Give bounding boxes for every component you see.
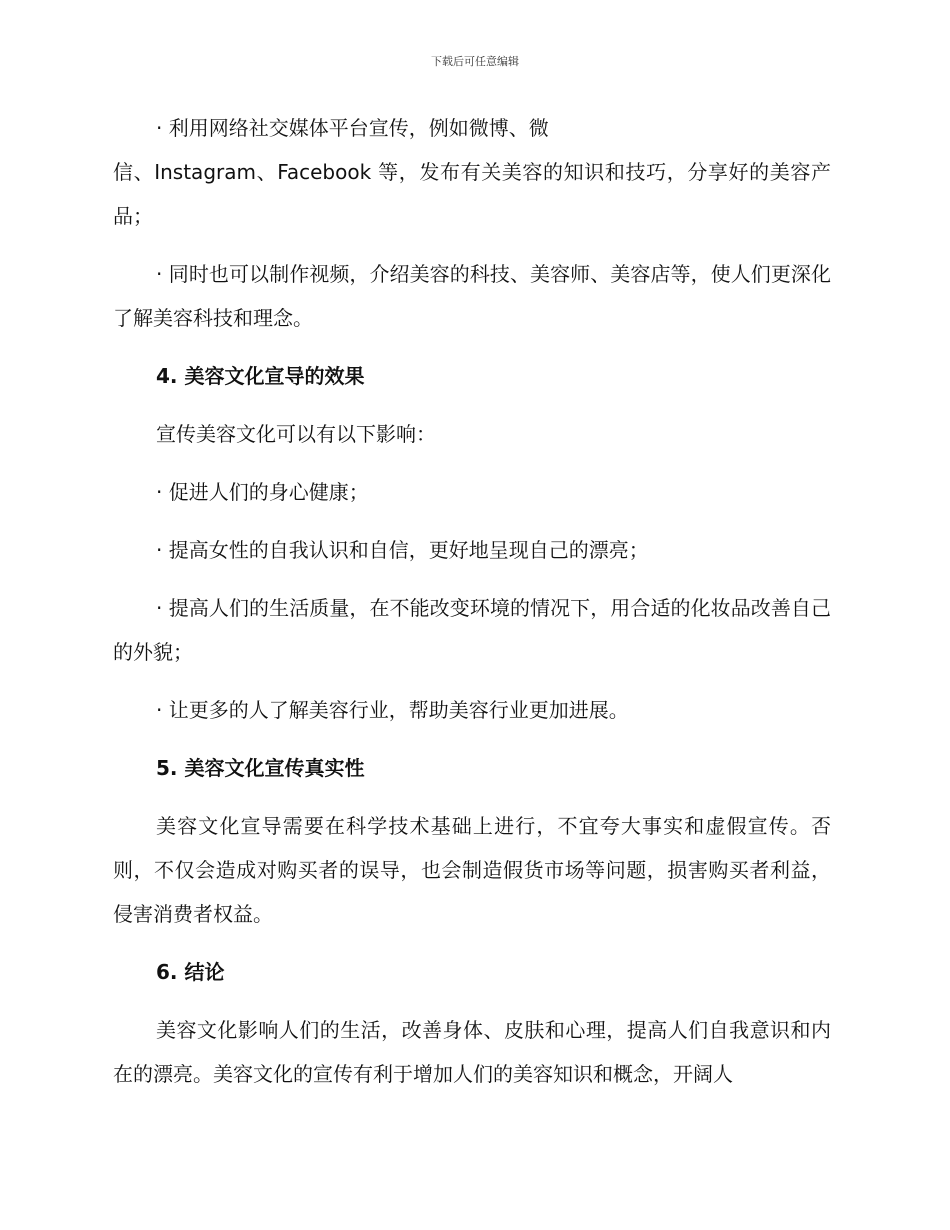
paragraph-authenticity: 美容文化宣导需要在科学技术基础上进行，不宜夸大事实和虚假宣传。否则，不仅会造成对购买者的误导，也会制造假货市场等问题，损害购买者利益，侵害消费者权益。 xyxy=(113,814,831,926)
bullet-quality-of-life: · 提高人们的生活质量，在不能改变环境的情况下，用合适的化妆品改善自己的外貌； xyxy=(113,596,831,664)
paragraph-effects-intro: 宣传美容文化可以有以下影响： xyxy=(156,422,436,446)
bullet-confidence: · 提高女性的自我认识和自信，更好地呈现自己的漂亮； xyxy=(156,538,649,562)
bullet-health: · 促进人们的身心健康； xyxy=(156,480,369,504)
paragraph-social-media-line1: · 利用网络社交媒体平台宣传，例如微博、微 xyxy=(156,116,549,140)
section-heading-6: 6. 结论 xyxy=(156,960,225,984)
paragraph-conclusion: 美容文化影响人们的生活，改善身体、皮肤和心理，提高人们自我意识和内在的漂亮。美容文化的宣传有利于增加人们的美容知识和概念，开阔人 xyxy=(113,1018,831,1086)
document-body xyxy=(113,106,831,1110)
page-header: 下载后可任意编辑 xyxy=(431,55,519,68)
paragraph-video: · 同时也可以制作视频，介绍美容的科技、美容师、美容店等，使人们更深化了解美容科技和理念。 xyxy=(113,262,831,330)
bullet-industry: · 让更多的人了解美容行业，帮助美容行业更加进展。 xyxy=(156,698,629,722)
paragraph-social-media-line2: 信、Instagram、Facebook 等，发布有关美容的知识和技巧，分享好的美容产品； xyxy=(113,160,831,228)
paragraph-social-media xyxy=(113,106,831,238)
section-heading-5: 5. 美容文化宣传真实性 xyxy=(156,756,365,780)
section-heading-4: 4. 美容文化宣导的效果 xyxy=(156,364,365,388)
